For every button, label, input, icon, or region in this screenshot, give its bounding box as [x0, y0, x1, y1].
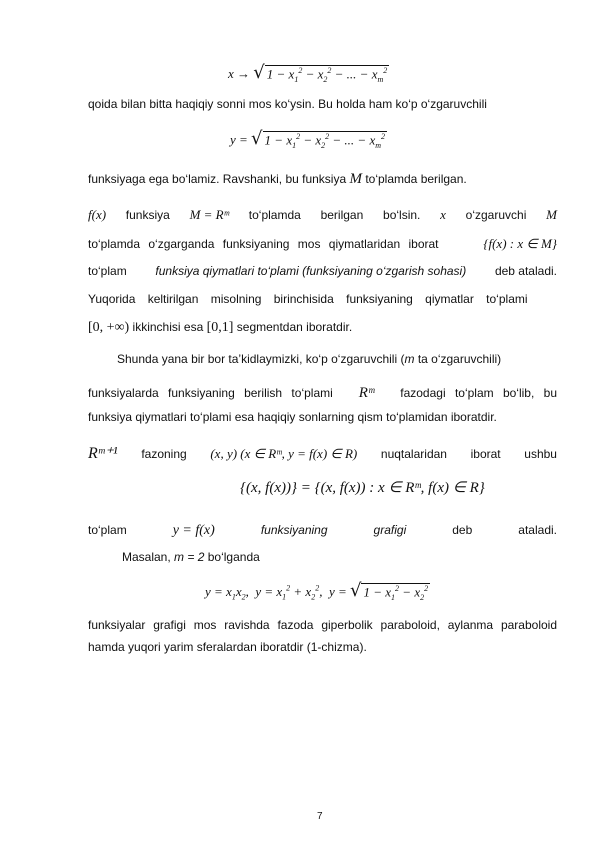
graph-def-line-2: to‘plam y = f(x) funksiyaning grafigi deb ataladi.: [88, 523, 557, 538]
paragraph-domain: funksiyaga ega bo‘lamiz. Ravshanki, bu funksiya M to‘plamda berilgan.: [88, 171, 467, 187]
page-number: 7: [317, 811, 323, 822]
definition-line-4: Yuqorida keltirilgan misolning birinchisida funksiyaning qiymatlar to‘plami: [88, 292, 528, 306]
paragraph-final: funksiyalar grafigi mos ravishda fazoda giperbolik paraboloid, aylanma paraboloid hamda yuqori yarim sferalardan iboratdir (1-chizma).: [88, 618, 557, 654]
definition-line-5: [0, +∞) ikkinchisi esa [0,1] segmentdan iboratdir.: [88, 320, 353, 335]
formula-graph-set: {(x, f(x))} = {(x, f(x)) : x ∈ Rᵐ, f(x) ∈ R}: [240, 480, 485, 496]
graph-def-line-1: Rᵐ⁺¹ fazoning (x, y) (x ∈ Rᵐ, y = f(x) ∈ R) nuqtalaridan iborat ushbu: [88, 445, 557, 462]
shunda-line-3: funksiya qiymatlari to‘plami esa haqiqiy sonlarning qism to‘plamidan iboratdir.: [88, 410, 497, 424]
masalan-line: Masalan, m = 2 bo‘lganda: [122, 550, 260, 564]
formula-mapping: x → √ $1 - x_1^2 - x_2^2$ − ... − $x_m^2$: [228, 62, 388, 84]
formula-examples: $y = x_1x_2$, $y = x_1^2 + x_2^2$, y = √ $1 - x_1^2 - x_2^2$: [205, 580, 429, 602]
definition-line-2: to‘plamda o‘zgarganda funksiyaning mos qiymatlaridan iborat {f(x) : x ∈ M}: [88, 236, 557, 251]
shunda-line-1: Shunda yana bir bor ta’kidlaymizki, ko‘p o‘zgaruvchili (m ta o‘zgaruvchili): [117, 352, 502, 366]
definition-line-1: f(x) funksiya M = Rᵐ to‘plamda berilgan bo‘lsin. x o‘zgaruvchi M: [88, 207, 557, 222]
paragraph-intro: qoida bilan bitta haqiqiy sonni mos ko‘ysin. Bu holda ham ko‘p o‘zgaruvchili: [88, 97, 487, 111]
formula-function: y = √ $1 - x_1^2 - x_2^2$ − ... − $x_m^2$: [230, 128, 386, 150]
definition-line-3: to‘plam funksiya qiymatlari to‘plami (funksiyaning o‘zgarish sohasi) deb ataladi.: [88, 264, 557, 278]
shunda-line-2: funksiyalarda funksiyaning berilish to‘plami Rᵐ fazodagi to‘plam bo‘lib, bu: [88, 385, 557, 401]
